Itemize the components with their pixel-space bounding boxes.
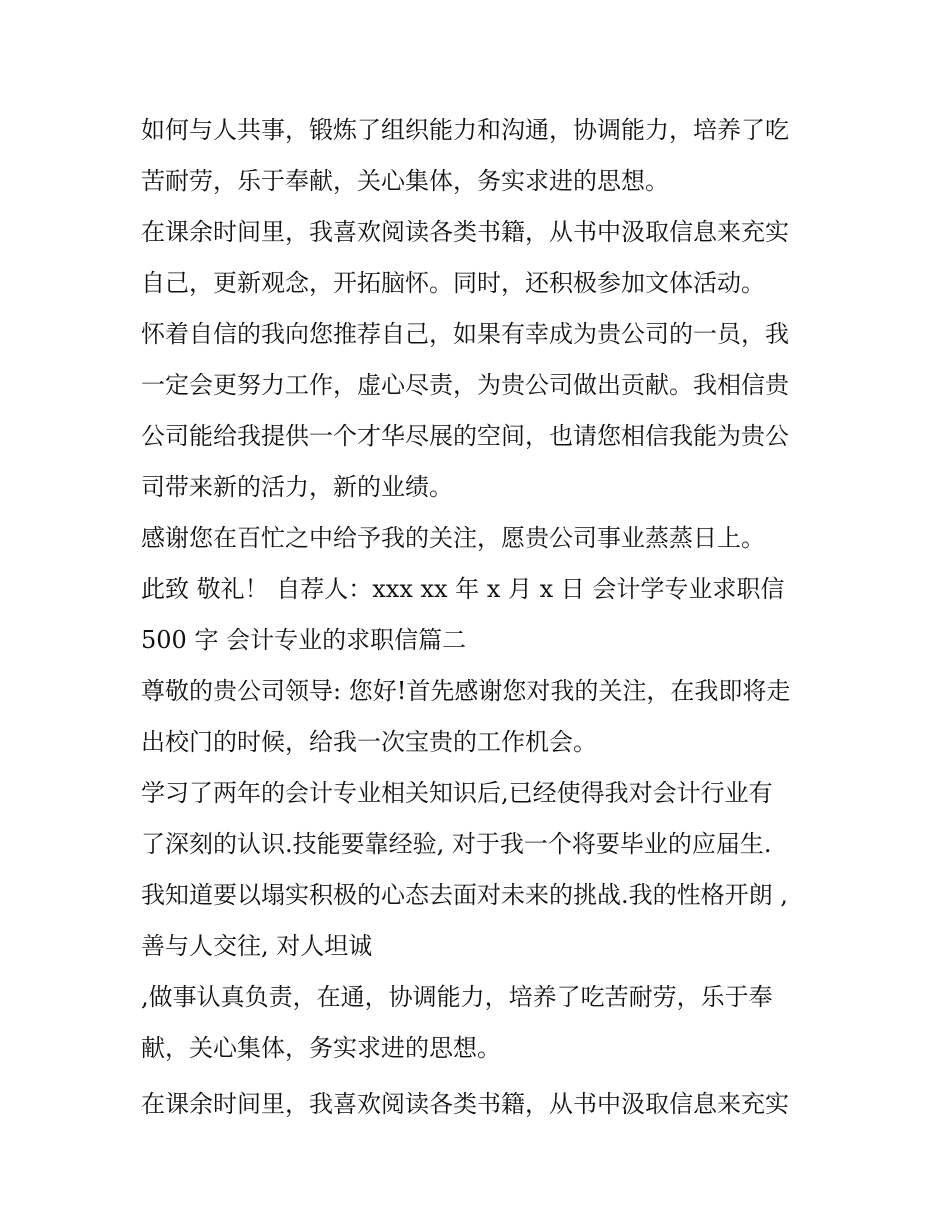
text-line: 怀着自信的我向您推荐自己，如果有幸成为贵公司的一员，我 [141, 320, 789, 348]
text-line: 一定会更努力工作，虚心尽责，为贵公司做出贡献。我相信贵 [141, 371, 789, 399]
text-line: 出校门的时候，给我一次宝贵的工作机会。 [141, 728, 597, 756]
text-line: 自己，更新观念，开拓脑怀。同时，还积极参加文体活动。 [141, 269, 765, 297]
text-line: 学习了两年的会计专业相关知识后,已经使得我对会计行业有 [141, 779, 773, 807]
text-line: 在课余时间里，我喜欢阅读各类书籍，从书中汲取信息来充实 [141, 218, 789, 246]
text-line: 500 字 会计专业的求职信篇二 [141, 626, 467, 654]
text-line: 苦耐劳，乐于奉献，关心集体，务实求进的思想。 [141, 167, 669, 195]
text-line: 司带来新的活力，新的业绩。 [141, 473, 453, 501]
text-line: 在课余时间里，我喜欢阅读各类书籍，从书中汲取信息来充实 [141, 1090, 789, 1118]
document-body [141, 108, 821, 1133]
text-line: 善与人交往, 对人坦诚 [141, 932, 373, 960]
text-line: ,做事认真负责，在通，协调能力，培养了吃苦耐劳，乐于奉 [141, 983, 773, 1011]
text-line: 此致 敬礼！ 自荐人：xxx xx 年 x 月 x 日 会计学专业求职信 [141, 575, 785, 603]
text-line: 献，关心集体，务实求进的思想。 [141, 1034, 501, 1062]
text-line: 如何与人共事，锻炼了组织能力和沟通，协调能力，培养了吃 [141, 116, 789, 144]
text-line: 公司能给我提供一个才华尽展的空间，也请您相信我能为贵公 [141, 422, 789, 450]
text-line: 了深刻的认识.技能要靠经验, 对于我一个将要毕业的应届生. [141, 830, 772, 858]
text-line: 感谢您在百忙之中给予我的关注，愿贵公司事业蒸蒸日上。 [141, 524, 765, 552]
text-line: 尊敬的贵公司领导: 您好!首先感谢您对我的关注，在我即将走 [141, 677, 791, 705]
text-line: 我知道要以塌实积极的心态去面对未来的挑战.我的性格开朗 , [141, 881, 788, 909]
